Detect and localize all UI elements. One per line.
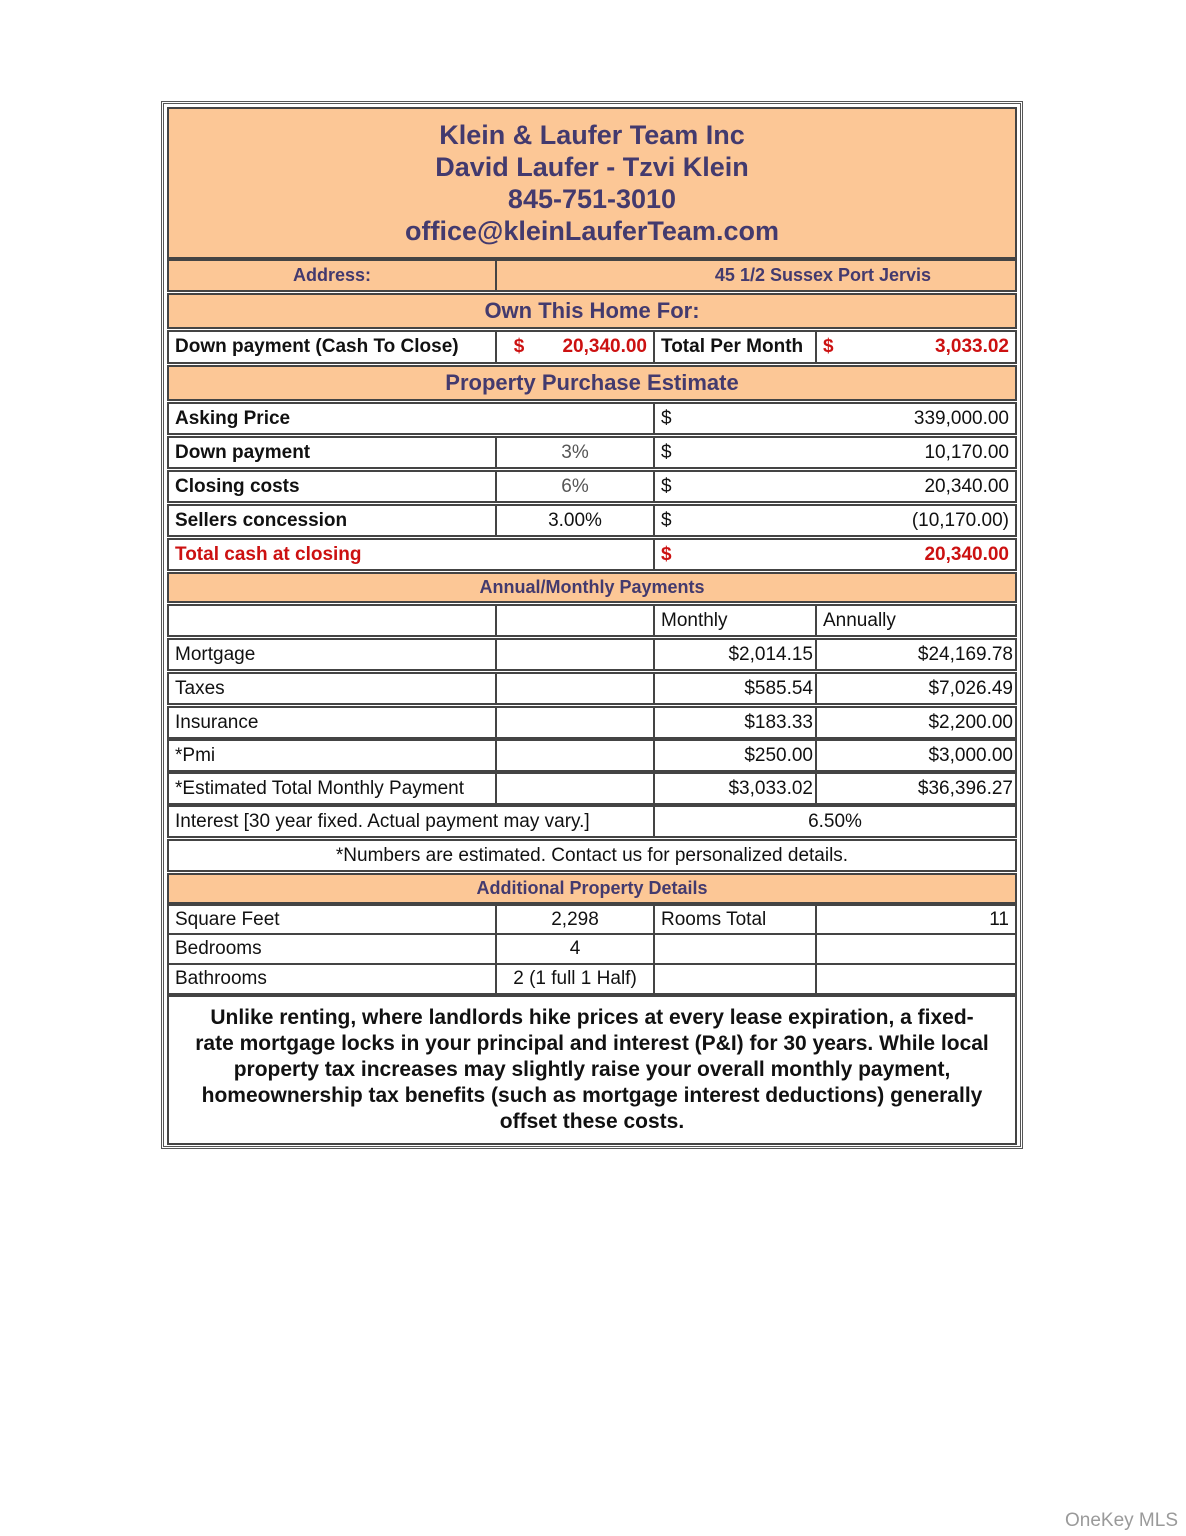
renting-vs-owning-note: Unlike renting, where landlords hike prices at every lease expiration, a fixed-rate mortgage locks in your principal and interest (P&I) for 30 years. While local property tax increases may slightly raise your overall monthly payment, homeownership tax benefits (such as mortgage interest deductions) generally offset these costs.	[167, 995, 1017, 1145]
payments-heading-row	[167, 572, 1017, 603]
down-payment-cash-label: Down payment (Cash To Close)	[169, 332, 497, 362]
phone-number: 845-751-3010	[507, 184, 677, 214]
detail-empty-cell	[817, 965, 1015, 993]
details-heading: Additional Property Details	[476, 878, 708, 898]
email-address: office@kleinLauferTeam.com	[405, 216, 779, 246]
detail-row-bathrooms	[167, 964, 1017, 995]
total-cash-currency: $	[661, 543, 672, 565]
down-payment-row-currency: $	[661, 441, 672, 463]
interest-rate: 6.50%	[808, 810, 862, 832]
down-payment-percent: 3%	[497, 438, 655, 467]
down-payment-cash-value: 20,340.00	[541, 332, 655, 362]
down-payment-value: 10,170.00	[924, 441, 1009, 463]
interest-label: Interest [30 year fixed. Actual payment may vary.]	[169, 807, 655, 836]
payment-empty-cell	[497, 708, 655, 737]
agent-names: David Laufer - Tzvi Klein	[435, 152, 749, 182]
asking-price-label: Asking Price	[169, 404, 655, 433]
purchase-estimate-heading: Property Purchase Estimate	[445, 370, 739, 395]
payment-monthly: $183.33	[655, 708, 817, 737]
address-row	[167, 259, 1017, 292]
payment-label: *Estimated Total Monthly Payment	[169, 774, 497, 803]
payment-annually: $2,200.00	[928, 711, 1013, 733]
down-payment-currency: $	[513, 336, 525, 357]
total-per-month-value: 3,033.02	[935, 336, 1009, 357]
payment-empty-cell	[497, 741, 655, 770]
payment-empty-cell	[497, 640, 655, 669]
detail-row-bedrooms	[167, 934, 1017, 964]
sellers-concession-percent: 3.00%	[497, 506, 655, 535]
mls-watermark: OneKey MLS	[1065, 1510, 1178, 1531]
rooms-total-value: 11	[989, 908, 1009, 930]
bedrooms-value: 4	[497, 935, 655, 963]
payment-row-pmi	[167, 739, 1017, 772]
detail-row-square-feet	[167, 904, 1017, 934]
payment-annually: $36,396.27	[917, 777, 1013, 799]
disclaimer-row	[167, 839, 1017, 872]
interest-row	[167, 805, 1017, 838]
annually-column-header: Annually	[823, 609, 896, 631]
agent-header	[167, 107, 1017, 259]
purchase-estimate-heading-row	[167, 365, 1017, 401]
payments-heading: Annual/Monthly Payments	[479, 577, 705, 597]
sellers-concession-row	[167, 504, 1017, 537]
cash-summary-row	[167, 330, 1017, 364]
sellers-concession-label: Sellers concession	[169, 506, 497, 535]
asking-price-row	[167, 402, 1017, 435]
closing-costs-currency: $	[661, 475, 672, 497]
own-home-heading: Own This Home For:	[484, 298, 700, 323]
rooms-total-label: Rooms Total	[655, 906, 817, 933]
own-home-heading-row	[167, 293, 1017, 329]
sellers-concession-value: (10,170.00)	[911, 509, 1009, 531]
payment-monthly: $3,033.02	[655, 774, 817, 803]
payment-row-total	[167, 772, 1017, 805]
asking-price-value: 339,000.00	[913, 407, 1009, 429]
payment-label: Mortgage	[169, 640, 497, 669]
detail-empty-cell	[655, 935, 817, 963]
total-per-month-label: Total Per Month	[655, 332, 817, 362]
total-cash-label: Total cash at closing	[169, 540, 655, 569]
sellers-concession-currency: $	[661, 509, 672, 531]
estimate-disclaimer: *Numbers are estimated. Contact us for personalized details.	[335, 844, 849, 866]
payment-monthly: $2,014.15	[655, 640, 817, 669]
detail-empty-cell	[817, 935, 1015, 963]
closing-costs-percent: 6%	[497, 472, 655, 501]
bedrooms-label: Bedrooms	[169, 935, 497, 963]
total-per-month-currency: $	[823, 336, 834, 357]
closing-costs-value: 20,340.00	[924, 475, 1009, 497]
payment-monthly: $585.54	[655, 674, 817, 703]
square-feet-label: Square Feet	[169, 906, 497, 933]
payment-label: Taxes	[169, 674, 497, 703]
square-feet-value: 2,298	[497, 906, 655, 933]
monthly-column-header: Monthly	[655, 606, 817, 635]
down-payment-row	[167, 436, 1017, 469]
payment-monthly: $250.00	[655, 741, 817, 770]
details-heading-row	[167, 873, 1017, 904]
payments-empty-header	[497, 606, 655, 635]
closing-costs-label: Closing costs	[169, 472, 497, 501]
closing-costs-row	[167, 470, 1017, 503]
estimate-sheet	[161, 101, 1023, 1149]
payment-empty-cell	[497, 674, 655, 703]
down-payment-label: Down payment	[169, 438, 497, 467]
detail-empty-cell	[655, 965, 817, 993]
address-label: Address:	[169, 261, 497, 290]
payments-empty-label-header	[169, 606, 497, 635]
payments-column-header-row	[167, 604, 1017, 637]
bathrooms-label: Bathrooms	[169, 965, 497, 993]
bathrooms-value: 2 (1 full 1 Half)	[497, 965, 655, 993]
total-cash-row	[167, 538, 1017, 571]
asking-price-currency: $	[661, 407, 672, 429]
company-name: Klein & Laufer Team Inc	[439, 120, 745, 150]
payment-annually: $3,000.00	[928, 744, 1013, 766]
payment-annually: $24,169.78	[917, 643, 1013, 665]
total-cash-value: 20,340.00	[924, 543, 1009, 565]
address-value: 45 1/2 Sussex Port Jervis	[714, 265, 932, 285]
payment-row-mortgage	[167, 638, 1017, 671]
payment-annually: $7,026.49	[928, 677, 1013, 699]
payment-row-insurance	[167, 706, 1017, 739]
payment-label: Insurance	[169, 708, 497, 737]
payment-label: *Pmi	[169, 741, 497, 770]
payment-row-taxes	[167, 672, 1017, 705]
payment-empty-cell	[497, 774, 655, 803]
